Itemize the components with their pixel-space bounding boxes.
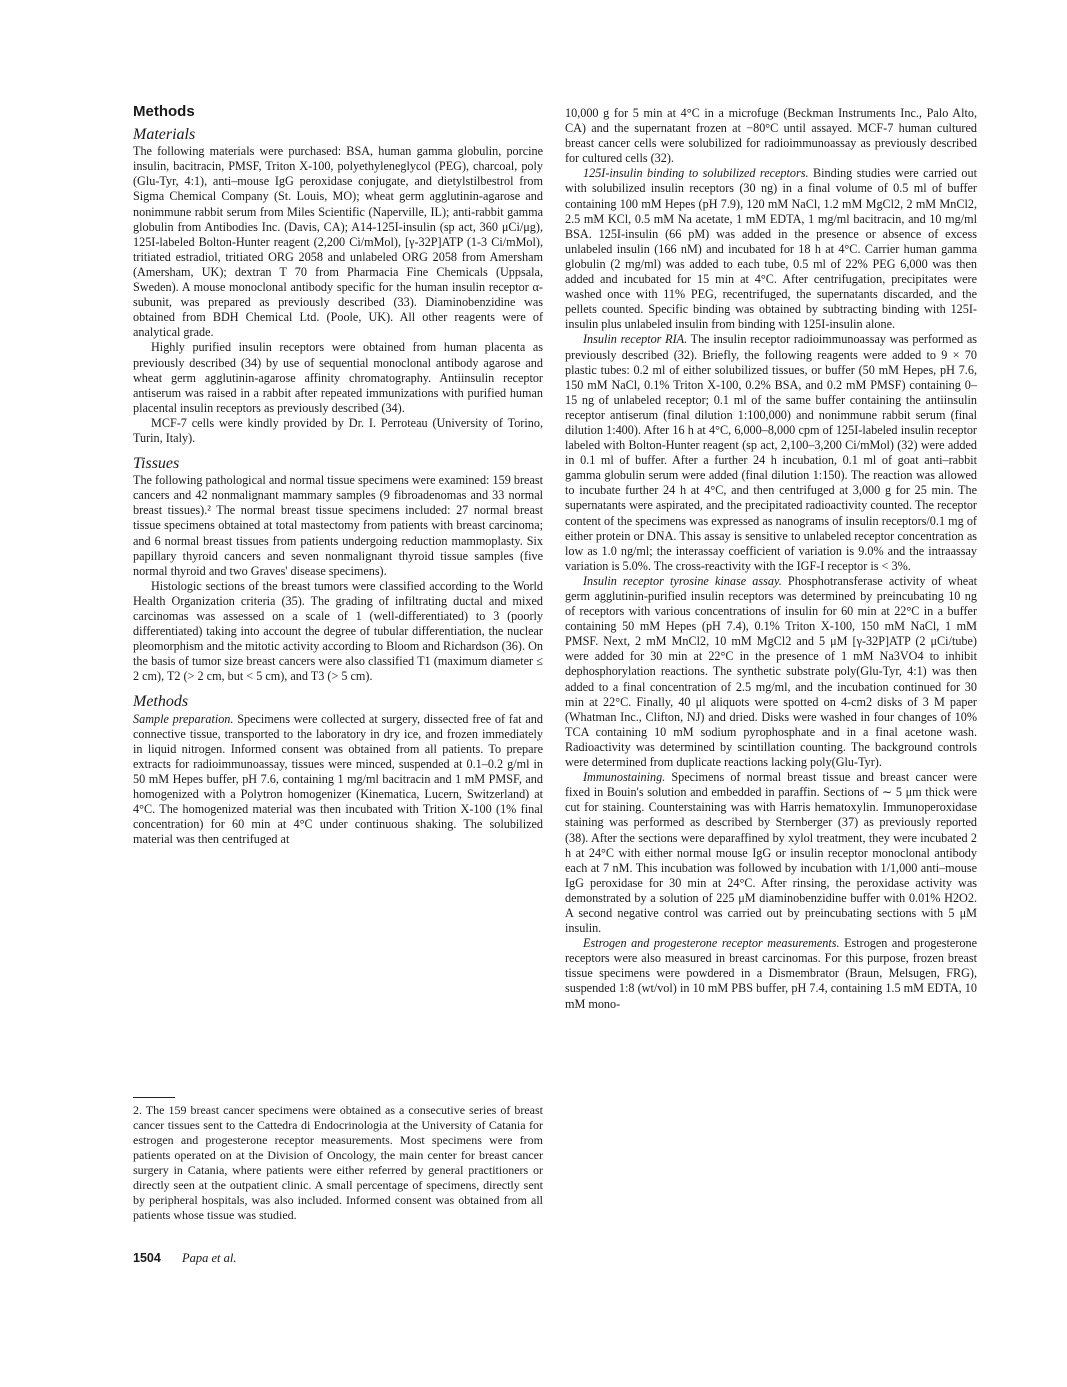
left-column <box>133 100 543 847</box>
tissues-paragraph-2: Histologic sections of the breast tumors were classified according to the World Health Organization criteria (35). The grading of infiltrating ductal and mixed carcinomas was assessed on a scale of 1 (well-differentiated) to 3 (poorly differentiated) taking into account the degree of tubular differentiation, the nuclear pleomorphism and the mitotic activity according to Bloom and Richardson (36). On the basis of tumor size breast cancers were also classified T1 (maximum diameter ≤ 2 cm), T2 (> 2 cm, but < 5 cm), and T3 (> 5 cm). <box>133 578 543 684</box>
kinase-lead: Insulin receptor tyrosine kinase assay. <box>583 573 782 588</box>
page-number: 1504 <box>133 1251 161 1265</box>
binding-paragraph <box>565 166 977 332</box>
section-title-methods: Methods <box>133 103 195 120</box>
subheading-tissues: Tissues <box>133 455 180 473</box>
sample-preparation-paragraph <box>133 712 543 848</box>
receptor-measurements-paragraph <box>565 936 977 1011</box>
sample-preparation-lead: Sample preparation. <box>133 711 234 726</box>
kinase-paragraph <box>565 574 977 770</box>
footnote-divider <box>133 1097 175 1098</box>
immunostaining-text: Specimens of normal breast tissue and breast cancer were fixed in Bouin's solution and embedded in paraffin. Sections of ∼ 5 μm thick were cut for staining. Counterstaining was with Harris hematoxylin. Immunoperoxidase staining was performed as described by Sternberger (37) as previously reported (38). After the sections were deparaffined by xylol treatment, they were incubated 2 h at 24°C with either normal mouse IgG or insulin receptor monoclonal antibody each at 7 nM. This incubation was followed by incubation with 1/1,000 anti–mouse IgG peroxidase for 30 min at 24°C. After rinsing, the peroxidase activity was demonstrated by a solution of 225 μM diaminobenzidine buffer with 0.01% H2O2. A second negative control was carried out by preincubating sections with 5 μM insulin. <box>565 770 977 936</box>
immunostaining-lead: Immunostaining. <box>583 770 666 785</box>
receptor-measurements-text: Estrogen and progesterone receptors were also measured in breast carcinomas. For this purpose, frozen breast tissue specimens were powdered in a Dismembrator (Braun, Melsugen, FRG), suspended 1:8 (wt/vol) in 10 mM PBS buffer, pH 7.4, containing 1.5 mM EDTA, 10 mM mono- <box>565 936 977 1011</box>
right-column <box>565 106 977 1012</box>
ria-lead: Insulin receptor RIA. <box>583 332 688 347</box>
subheading-methods: Methods <box>133 693 189 711</box>
immunostaining-paragraph <box>565 770 977 936</box>
receptor-measurements-lead: Estrogen and progesterone receptor measurements. <box>583 936 840 951</box>
running-authors: Papa et al. <box>181 1251 237 1265</box>
subheading-materials: Materials <box>133 126 196 144</box>
ria-paragraph <box>565 332 977 574</box>
kinase-text: Phosphotransferase activity of wheat germ agglutinin-purified insulin receptors was determined by preincubating 10 ng of receptors with various concentrations of insulin for 60 min at 22°C in a buffer containing 50 mM Hepes (pH 7.4), 0.1% Triton X-100, 150 mM NaCl, 1 mM PMSF. Next, 2 mM MnCl2, 10 mM MgCl2 and 5 μM [γ-32P]ATP (2 μCi/tube) were added for 30 min at 22°C in the presence of 1 mM Na3VO4 to inhibit dephosphorylation reactions. The synthetic substrate poly(Glu-Tyr, 4:1) was then added to a final concentration of 2.5 mg/ml, and the incubation continued for 30 min at 22°C. Finally, 40 μl aliquots were spotted on 4-cm2 disks of 3 M paper (Whatman Inc., Clifton, NJ) and dried. Disks were washed in four changes of 10% TCA containing 10 mM sodium pyrophosphate and in a final acetone wash. Radioactivity was determined by scintillation counting. The background controls were determined from duplicate reactions lacking poly(Glu-Tyr). <box>565 573 978 770</box>
materials-paragraph-2: Highly purified insulin receptors were obtained from human placenta as previously described (34) by use of sequential monoclonal antibody agarose and wheat germ agglutinin-agarose affinity chromatography. Antiinsulin receptor antiserum was raised in a rabbit after repeated immunizations with purified human placental insulin receptors as previously described (34). <box>133 340 543 415</box>
materials-paragraph-3: MCF-7 cells were kindly provided by Dr. I. Perroteau (University of Torino, Turin, Italy). <box>133 415 543 445</box>
sample-preparation-text: Specimens were collected at surgery, dissected free of fat and connective tissue, transported to the laboratory in dry ice, and frozen immediately in liquid nitrogen. Informed consent was obtained from all patients. To prepare extracts for radioimmunoassay, tissues were minced, suspended at 0.1–0.2 g/ml in 50 mM Hepes buffer, pH 7.6, containing 1 mg/ml bacitracin and 1 mM PMSF, and homogenized with a Polytron homogenizer (Kinematica, Lucern, Switzerland) at 4°C. The homogenized material was then incubated with Trition X-100 (1% final concentration) for 60 min at 4°C under continuous shaking. The solubilized material was then centrifuged at <box>133 711 543 847</box>
binding-lead: 125I-insulin binding to solubilized receptors. <box>583 166 809 181</box>
ria-text: The insulin receptor radioimmunoassay was performed as previously described (32). Briefly, the following reagents were added to 9 × 70 plastic tubes: 0.2 ml of either solubilized tissues, or buffer (50 mM Hepes, pH 7.6, 150 mM NaCl, 0.1% Triton X-100, 0.2% BSA, and 0.2 mM PMSF) containing 0–15 ng of unlabeled receptor; 0.1 ml of the same buffer containing the antiinsulin receptor antiserum (final dilution 1:100,000) and nonimmune rabbit serum (final dilution 1:400). After 16 h at 4°C, 6,000–8,000 cpm of 125I-labeled insulin receptor labeled with Bolton-Hunter reagent (sp act, 2,100–3,200 Ci/mMol) (32) were added in 0.1 ml of buffer. After a further 24 h incubation, 0.1 ml of goat anti–rabbit gamma globulin serum were added (final dilution 1:150). The reaction was allowed to incubate further 24 h at 4°C, and then centrifuged at 3,000 g for 25 min. The supernatants were aspirated, and the precipitated radioactivity counted. The receptor content of the specimens was expressed as nanograms of insulin receptors/0.1 mg of either protein or DNA. This assay is sensitive to unlabeled receptor concentration as low as 1.0 ng/ml; the interassay coefficient of variation is 9.0% and the intraassay variation is 5.0%. The cross-reactivity with the IGF-I receptor is < 3%. <box>565 332 977 573</box>
page-footer <box>133 1251 236 1266</box>
binding-text: Binding studies were carried out with solubilized insulin receptors (30 ng) in a final volume of 0.5 ml of buffer containing 100 mM Hepes (pH 7.9), 120 mM NaCl, 1.2 mM MgCl2, 2 mM MnCl2, 2.5 mM KCl, 0.5 mM Na acetate, 1 mM EDTA, 1 mg/ml bacitracin, and 10 mg/ml BSA. 125I-insulin (66 pM) was added in the presence or absence of excess unlabeled insulin (166 nM) and incubated for 18 h at 4°C. Carrier human gamma globulin (2 mg/ml) was added to each tube, 0.5 ml of 22% PEG 6,000 was then added and incubated for 15 min at 4°C. After centrifugation, precipitates were washed once with 11% PEG, recentrifuged, the supernatants discarded, and the pellets counted. Specific binding was obtained by subtracting binding with 125I-insulin plus unlabeled insulin from binding with 125I-insulin alone. <box>565 166 977 332</box>
tissues-paragraph-1: The following pathological and normal tissue specimens were examined: 159 breast cancers and 42 nonmalignant mammary samples (9 fibroadenomas and 33 normal breast tissues).² The normal breast tissue specimens included: 27 normal breast tissue specimens obtained at total mastectomy from patients with breast carcinoma; and 6 normal breast tissues from patients undergoing reduction mammoplasty. Six papillary thyroid cancers and seven nonmalignant thyroid tissue samples (five normal thyroid and two Graves' disease specimens). <box>133 473 543 578</box>
materials-paragraph-1: The following materials were purchased: BSA, human gamma globulin, porcine insulin, bacitracin, PMSF, Triton X-100, polyethyleneglycol (PEG), charcoal, poly (Glu-Tyr, 4:1), anti–mouse IgG peroxidase conjugate, and dietylstilbestrol from Sigma Chemical Company (St. Louis, MO); wheat germ agglutinin-agarose and nonimmune rabbit serum from Miles Scientific (Naperville, IL); anti-rabbit gamma globulin from Antibodies Inc. (Davis, CA); A14-125I-insulin (sp act, 360 μCi/μg), 125I-labeled Bolton-Hunter reagent (2,200 Ci/mMol), [γ-32P]ATP (1-3 Ci/mMol), tritiated estradiol, tritiated ORG 2058 and unlabeled ORG 2058 from Amersham (Amersham, UK); dextran T 70 from Pharmacia Fine Chemicals (Uppsala, Sweden). A mouse monoclonal antibody specific for the human insulin receptor α-subunit, was prepared as previously described (33). Diaminobenzidine was obtained from BDH Chemical Ltd. (Poole, UK). All other reagents were of analytical grade. <box>133 144 543 340</box>
continued-paragraph: 10,000 g for 5 min at 4°C in a microfuge (Beckman Instruments Inc., Palo Alto, CA) and the supernatant frozen at −80°C until assayed. MCF-7 human cultured breast cancer cells were solubilized for radioimmunoassay as previously described for cultured cells (32). <box>565 106 977 166</box>
footnote-2: 2. The 159 breast cancer specimens were obtained as a consecutive series of breast cancer tissues sent to the Cattedra di Endocrinologia at the University of Catania for estrogen and progesterone receptor measurements. Most specimens were from patients operated on at the Division of Oncology, the main center for breast cancer surgery in Catania, where patients were either referred by general practitioners or directly seen at the outpatient clinic. A small percentage of specimens, directly sent by peripheral hospitals, was also included. Informed consent was obtained from all patients whose tissue was studied. <box>133 1103 543 1222</box>
